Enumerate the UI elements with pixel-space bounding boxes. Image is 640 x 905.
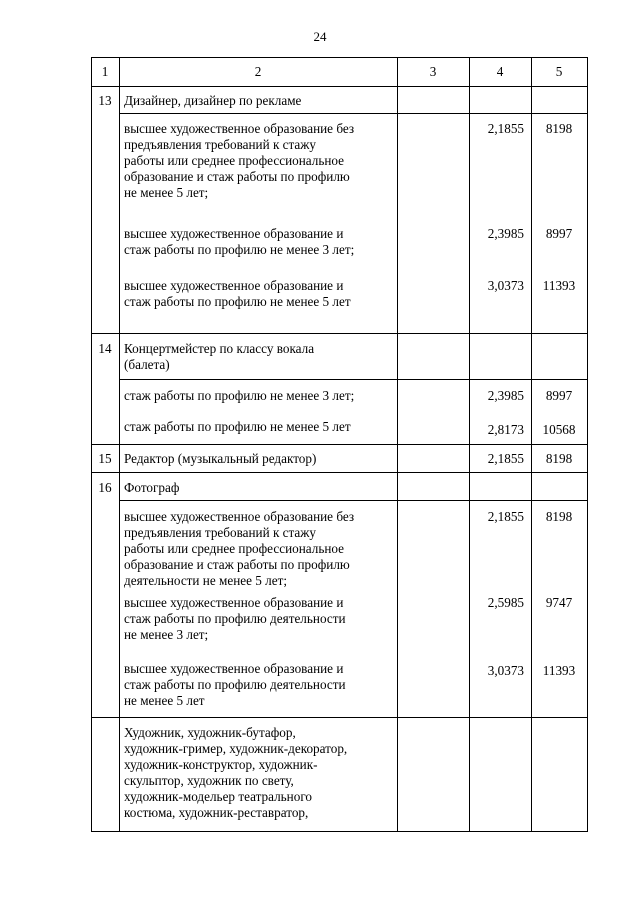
- row-number: 14: [98, 341, 112, 356]
- position-title: Концертмейстер по классу вокала (балета): [124, 341, 315, 372]
- row-divider: [91, 472, 588, 473]
- header-cell: 4: [496, 64, 504, 79]
- coefficient-value: 2,1855: [487, 509, 524, 524]
- coefficient-value: 2,5985: [487, 595, 524, 610]
- coefficient-value: 3,0373: [487, 663, 524, 678]
- position-title: Фотограф: [124, 480, 180, 495]
- qualification-text: высшее художественное образование и стаж работы по профилю не менее 5 лет: [124, 278, 351, 309]
- qualification-text: высшее художественное образование без предъявления требований к стажу работы или среднее профессиональное образование и стаж работы по профилю не менее 5 лет;: [124, 121, 355, 200]
- row-divider: [91, 717, 588, 718]
- salary-value: 8997: [545, 226, 573, 241]
- salary-value: 10568: [542, 422, 576, 437]
- row-divider: [91, 444, 588, 445]
- row-divider: [119, 379, 588, 380]
- coefficient-value: 3,0373: [487, 278, 524, 293]
- qualification-text: стаж работы по профилю не менее 5 лет: [124, 419, 351, 434]
- header-cell: 1: [101, 64, 109, 79]
- coefficient-value: 2,3985: [487, 226, 524, 241]
- qualification-text: высшее художественное образование и стаж работы по профилю деятельности не менее 5 лет: [124, 661, 346, 708]
- position-title: Художник, художник-бутафор, художник-гример, художник-декоратор, художник-конструктор, художник- скульптор, художник по свету, художник-модельер театрального костюма, художник-реставратор,: [124, 725, 348, 820]
- salary-value: 8198: [545, 451, 573, 466]
- table-border-top: [91, 57, 588, 58]
- row-number: 15: [98, 451, 112, 466]
- coefficient-value: 2,3985: [487, 388, 524, 403]
- row-divider: [91, 86, 588, 87]
- salary-value: 11393: [542, 278, 576, 293]
- coefficient-value: 2,1855: [487, 451, 524, 466]
- coefficient-value: 2,1855: [487, 121, 524, 136]
- salary-value: 8997: [545, 388, 573, 403]
- coefficient-value: 2,8173: [487, 422, 524, 437]
- salary-value: 11393: [542, 663, 576, 678]
- page-number: 24: [313, 29, 327, 44]
- salary-value: 8198: [545, 509, 573, 524]
- qualification-text: высшее художественное образование и стаж работы по профилю деятельности не менее 3 лет;: [124, 595, 346, 642]
- row-divider: [119, 500, 588, 501]
- salary-value: 9747: [545, 595, 573, 610]
- salary-value: 8198: [545, 121, 573, 136]
- position-title: Дизайнер, дизайнер по рекламе: [124, 93, 302, 108]
- header-cell: 3: [429, 64, 437, 79]
- position-title: Редактор (музыкальный редактор): [124, 451, 317, 466]
- row-divider: [91, 333, 588, 334]
- header-cell: 2: [254, 64, 262, 79]
- qualification-text: высшее художественное образование без предъявления требований к стажу работы или среднее профессиональное образование и стаж работы по профилю деятельности не менее 5 лет;: [124, 509, 355, 588]
- qualification-text: стаж работы по профилю не менее 3 лет;: [124, 388, 355, 403]
- header-cell: 5: [555, 64, 563, 79]
- row-number: 16: [98, 480, 112, 495]
- table-border-bottom: [91, 831, 588, 832]
- row-divider: [119, 113, 588, 114]
- qualification-text: высшее художественное образование и стаж работы по профилю не менее 3 лет;: [124, 226, 355, 257]
- row-number: 13: [98, 93, 112, 108]
